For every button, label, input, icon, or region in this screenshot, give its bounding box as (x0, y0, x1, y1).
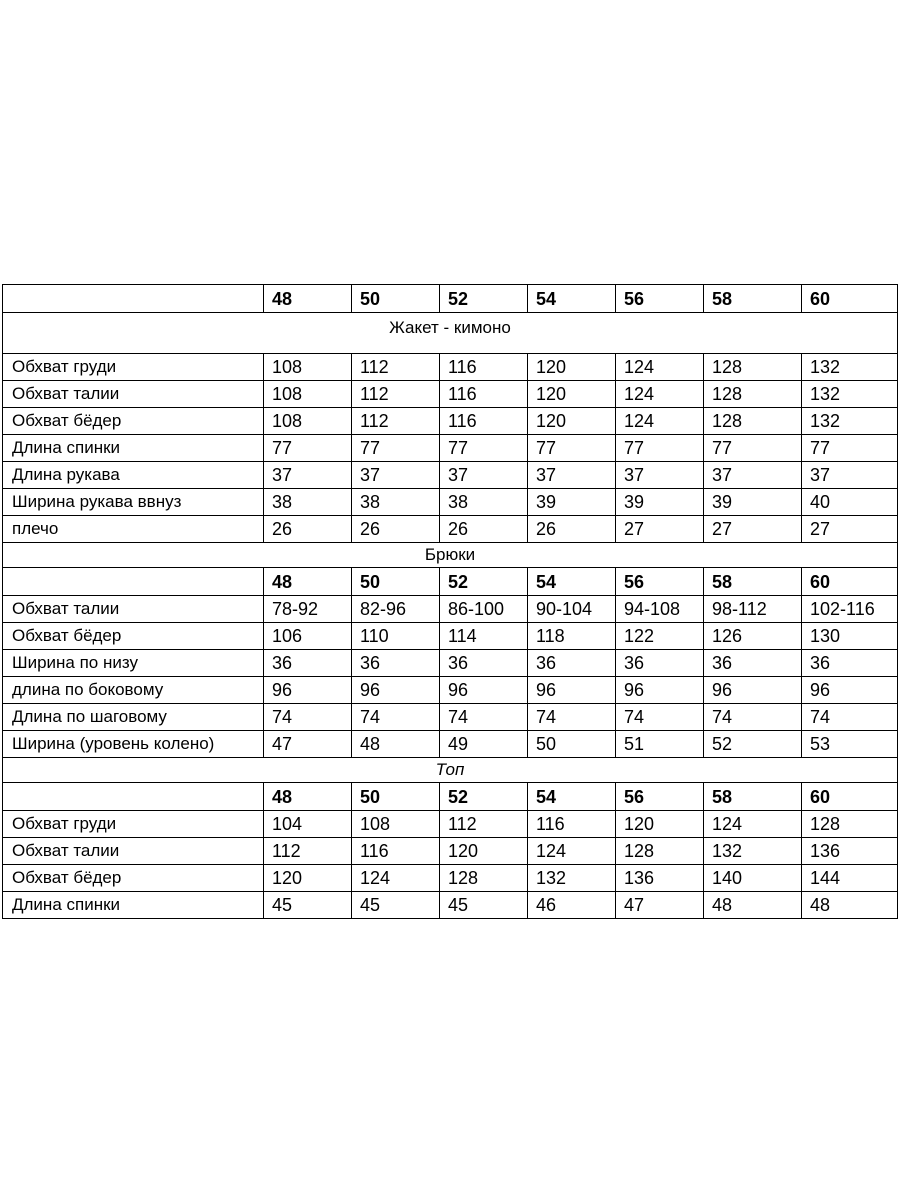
section-title-row (3, 313, 898, 354)
measurement-label: Обхват бёдер (3, 408, 264, 435)
measurement-label: Обхват груди (3, 811, 264, 838)
measurement-value: 140 (704, 865, 802, 892)
measurement-value: 49 (440, 731, 528, 758)
measurement-value: 26 (528, 516, 616, 543)
measurement-row (3, 354, 898, 381)
measurement-value: 98-112 (704, 596, 802, 623)
measurement-value: 77 (352, 435, 440, 462)
measurement-label: Ширина по низу (3, 650, 264, 677)
measurement-label: Длина рукава (3, 462, 264, 489)
measurement-value: 112 (352, 381, 440, 408)
measurement-value: 128 (704, 381, 802, 408)
size-header-cell: 54 (528, 568, 616, 596)
measurement-value: 74 (704, 704, 802, 731)
measurement-value: 52 (704, 731, 802, 758)
measurement-value: 37 (616, 462, 704, 489)
measurement-row (3, 731, 898, 758)
size-header-cell: 56 (616, 568, 704, 596)
measurement-value: 96 (352, 677, 440, 704)
measurement-value: 132 (802, 381, 898, 408)
measurement-value: 132 (704, 838, 802, 865)
measurement-value: 128 (802, 811, 898, 838)
measurement-row (3, 408, 898, 435)
measurement-value: 39 (616, 489, 704, 516)
measurement-value: 77 (616, 435, 704, 462)
measurement-label: Длина спинки (3, 435, 264, 462)
size-header-blank-cell (3, 783, 264, 811)
measurement-value: 120 (616, 811, 704, 838)
measurement-label: Обхват талии (3, 838, 264, 865)
measurement-value: 128 (704, 354, 802, 381)
measurement-value: 26 (352, 516, 440, 543)
size-header-cell: 56 (616, 783, 704, 811)
measurement-value: 112 (352, 408, 440, 435)
size-header-cell: 60 (802, 568, 898, 596)
measurement-value: 77 (704, 435, 802, 462)
measurement-value: 48 (802, 892, 898, 919)
measurement-value: 47 (616, 892, 704, 919)
measurement-label: Обхват груди (3, 354, 264, 381)
measurement-row (3, 516, 898, 543)
measurement-value: 132 (528, 865, 616, 892)
measurement-label: Обхват талии (3, 381, 264, 408)
measurement-value: 124 (616, 354, 704, 381)
size-header-cell: 48 (264, 783, 352, 811)
measurement-value: 108 (264, 408, 352, 435)
measurement-value: 38 (352, 489, 440, 516)
measurement-value: 36 (704, 650, 802, 677)
measurement-value: 48 (704, 892, 802, 919)
size-header-cell: 48 (264, 285, 352, 313)
size-header-blank-cell (3, 568, 264, 596)
measurement-label: плечо (3, 516, 264, 543)
measurement-value: 136 (802, 838, 898, 865)
measurement-row (3, 381, 898, 408)
size-header-cell: 52 (440, 285, 528, 313)
size-header-cell: 60 (802, 783, 898, 811)
measurement-value: 116 (440, 408, 528, 435)
measurement-value: 120 (440, 838, 528, 865)
size-header-cell: 54 (528, 783, 616, 811)
measurement-value: 116 (352, 838, 440, 865)
measurement-value: 120 (264, 865, 352, 892)
measurement-value: 106 (264, 623, 352, 650)
size-header-cell: 50 (352, 568, 440, 596)
measurement-value: 124 (616, 408, 704, 435)
measurement-value: 124 (352, 865, 440, 892)
size-header-cell: 58 (704, 285, 802, 313)
measurement-value: 38 (264, 489, 352, 516)
size-header-row (3, 285, 898, 313)
measurement-value: 45 (440, 892, 528, 919)
measurement-value: 120 (528, 408, 616, 435)
measurement-value: 130 (802, 623, 898, 650)
measurement-value: 120 (528, 381, 616, 408)
measurement-value: 108 (264, 354, 352, 381)
section-title: Жакет - кимоно (3, 313, 898, 354)
measurement-value: 37 (352, 462, 440, 489)
measurement-value: 124 (704, 811, 802, 838)
measurement-value: 78-92 (264, 596, 352, 623)
measurement-value: 74 (352, 704, 440, 731)
measurement-row (3, 623, 898, 650)
measurement-row (3, 462, 898, 489)
measurement-value: 90-104 (528, 596, 616, 623)
measurement-value: 37 (704, 462, 802, 489)
measurement-value: 39 (704, 489, 802, 516)
section-title-row (3, 543, 898, 568)
measurement-value: 27 (616, 516, 704, 543)
measurement-value: 102-116 (802, 596, 898, 623)
measurement-row (3, 811, 898, 838)
measurement-value: 96 (802, 677, 898, 704)
size-header-row (3, 568, 898, 596)
measurement-row (3, 596, 898, 623)
measurement-value: 96 (616, 677, 704, 704)
measurement-value: 96 (440, 677, 528, 704)
measurement-value: 112 (352, 354, 440, 381)
measurement-value: 77 (802, 435, 898, 462)
measurement-value: 112 (264, 838, 352, 865)
size-header-cell: 50 (352, 783, 440, 811)
measurement-value: 38 (440, 489, 528, 516)
measurement-value: 82-96 (352, 596, 440, 623)
size-header-cell: 60 (802, 285, 898, 313)
size-header-blank-cell (3, 285, 264, 313)
measurement-row (3, 892, 898, 919)
measurement-value: 50 (528, 731, 616, 758)
size-header-cell: 52 (440, 783, 528, 811)
measurement-row (3, 435, 898, 462)
measurement-value: 37 (440, 462, 528, 489)
measurement-label: Обхват бёдер (3, 623, 264, 650)
measurement-value: 116 (440, 381, 528, 408)
section-title-row (3, 758, 898, 783)
measurement-label: Обхват талии (3, 596, 264, 623)
measurement-value: 74 (528, 704, 616, 731)
size-header-cell: 58 (704, 783, 802, 811)
measurement-row (3, 704, 898, 731)
size-chart-table (2, 284, 898, 919)
measurement-value: 74 (264, 704, 352, 731)
measurement-value: 96 (528, 677, 616, 704)
measurement-value: 96 (264, 677, 352, 704)
measurement-value: 132 (802, 408, 898, 435)
measurement-value: 46 (528, 892, 616, 919)
measurement-label: Ширина (уровень колено) (3, 731, 264, 758)
measurement-value: 77 (440, 435, 528, 462)
measurement-value: 118 (528, 623, 616, 650)
measurement-value: 39 (528, 489, 616, 516)
measurement-row (3, 677, 898, 704)
size-header-cell: 50 (352, 285, 440, 313)
measurement-value: 116 (528, 811, 616, 838)
measurement-row (3, 489, 898, 516)
measurement-value: 40 (802, 489, 898, 516)
measurement-value: 136 (616, 865, 704, 892)
measurement-value: 48 (352, 731, 440, 758)
measurement-value: 110 (352, 623, 440, 650)
measurement-value: 27 (704, 516, 802, 543)
measurement-value: 94-108 (616, 596, 704, 623)
size-header-cell: 52 (440, 568, 528, 596)
measurement-value: 126 (704, 623, 802, 650)
measurement-value: 27 (802, 516, 898, 543)
measurement-value: 114 (440, 623, 528, 650)
measurement-value: 37 (802, 462, 898, 489)
measurement-value: 26 (264, 516, 352, 543)
measurement-label: Ширина рукава ввнуз (3, 489, 264, 516)
measurement-label: Длина спинки (3, 892, 264, 919)
measurement-label: длина по боковому (3, 677, 264, 704)
measurement-value: 128 (440, 865, 528, 892)
measurement-value: 128 (704, 408, 802, 435)
measurement-row (3, 838, 898, 865)
measurement-value: 132 (802, 354, 898, 381)
measurement-value: 45 (264, 892, 352, 919)
measurement-value: 104 (264, 811, 352, 838)
measurement-value: 26 (440, 516, 528, 543)
measurement-value: 36 (528, 650, 616, 677)
measurement-value: 116 (440, 354, 528, 381)
size-header-cell: 56 (616, 285, 704, 313)
size-header-cell: 58 (704, 568, 802, 596)
measurement-value: 37 (528, 462, 616, 489)
size-header-cell: 48 (264, 568, 352, 596)
measurement-value: 120 (528, 354, 616, 381)
section-title: Брюки (3, 543, 898, 568)
measurement-value: 74 (440, 704, 528, 731)
size-header-cell: 54 (528, 285, 616, 313)
measurement-value: 47 (264, 731, 352, 758)
measurement-value: 124 (616, 381, 704, 408)
measurement-value: 77 (528, 435, 616, 462)
measurement-value: 108 (264, 381, 352, 408)
measurement-value: 37 (264, 462, 352, 489)
measurement-row (3, 650, 898, 677)
measurement-value: 36 (616, 650, 704, 677)
measurement-value: 86-100 (440, 596, 528, 623)
measurement-value: 124 (528, 838, 616, 865)
measurement-value: 77 (264, 435, 352, 462)
measurement-value: 53 (802, 731, 898, 758)
measurement-value: 112 (440, 811, 528, 838)
section-title: Топ (3, 758, 898, 783)
measurement-label: Длина по шаговому (3, 704, 264, 731)
measurement-value: 128 (616, 838, 704, 865)
measurement-value: 36 (802, 650, 898, 677)
measurement-value: 45 (352, 892, 440, 919)
measurement-value: 36 (440, 650, 528, 677)
measurement-label: Обхват бёдер (3, 865, 264, 892)
measurement-value: 74 (616, 704, 704, 731)
measurement-value: 144 (802, 865, 898, 892)
measurement-value: 36 (264, 650, 352, 677)
measurement-value: 74 (802, 704, 898, 731)
measurement-value: 108 (352, 811, 440, 838)
measurement-value: 96 (704, 677, 802, 704)
size-header-row (3, 783, 898, 811)
measurement-row (3, 865, 898, 892)
measurement-value: 51 (616, 731, 704, 758)
measurement-value: 122 (616, 623, 704, 650)
measurement-value: 36 (352, 650, 440, 677)
